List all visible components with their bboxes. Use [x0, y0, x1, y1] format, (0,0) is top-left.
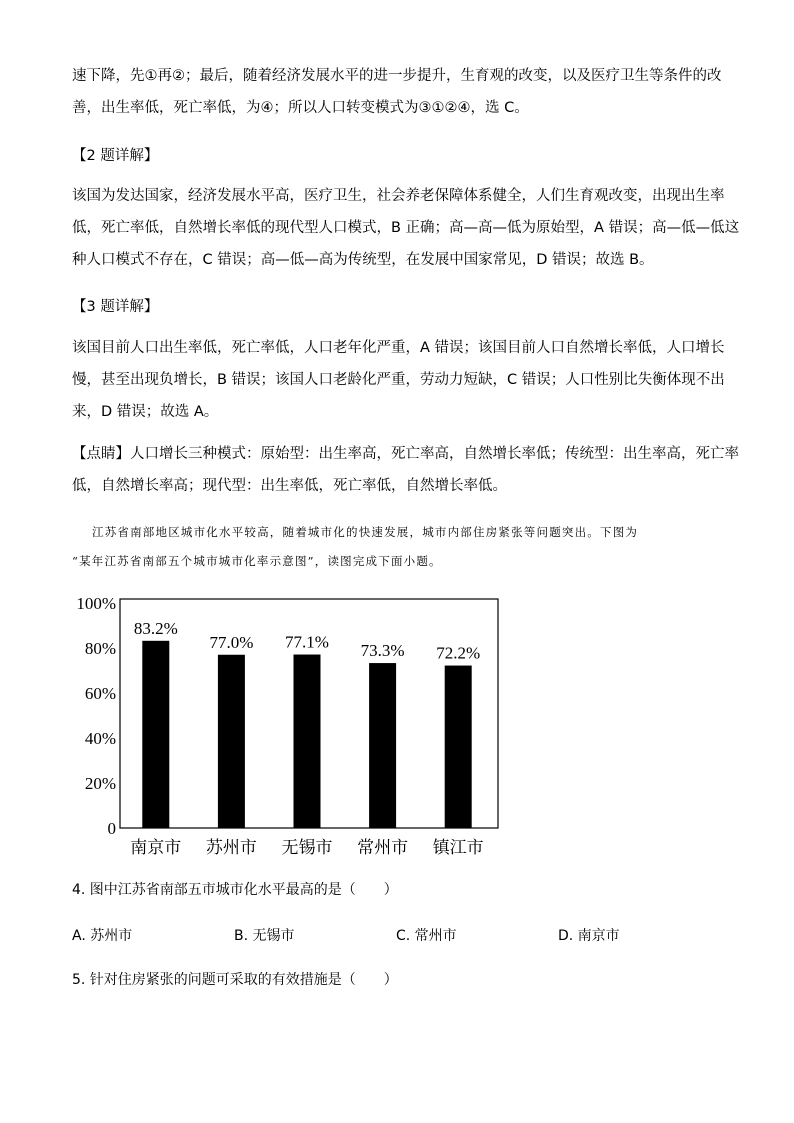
- y-tick-label: 0: [107, 819, 116, 838]
- bar: [294, 655, 321, 828]
- tip-line-2: 低，自然增长率高；现代型：出生率低，死亡率低，自然增长率低。: [72, 478, 507, 494]
- intro-line-1: 江苏省南部地区城市化水平较高，随着城市化的快速发展，城市内部住房紧张等问题突出。下图为: [92, 525, 639, 539]
- question-4-option-c[interactable]: C. 常州市: [396, 928, 457, 944]
- x-category-label: 南京市: [130, 838, 182, 858]
- bar-value-label: 72.2%: [436, 643, 481, 663]
- bar: [218, 655, 245, 828]
- text-line-9: 慢，甚至出现负增长，B 错误；该国人口老龄化严重，劳动力短缺，C 错误；人口性别比失衡体现不出: [72, 372, 725, 388]
- x-category-label: 无锡市: [281, 838, 333, 858]
- bar-value-label: 83.2%: [133, 618, 178, 638]
- x-category-label: 苏州市: [205, 838, 257, 858]
- bar: [369, 663, 396, 828]
- urbanization-bar-chart: [60, 585, 520, 865]
- tip-line-1: 【点睛】人口增长三种模式：原始型：出生率高，死亡率高，自然增长率低；传统型：出生率高，死亡率: [72, 446, 739, 462]
- bar-value-label: 73.3%: [360, 641, 405, 661]
- question-4-option-d[interactable]: D. 南京市: [558, 928, 620, 944]
- question-4-option-a[interactable]: A. 苏州市: [72, 928, 133, 944]
- y-tick-label: 20%: [84, 774, 116, 793]
- y-tick-label: 80%: [84, 639, 116, 658]
- section-heading-q2: 【2 题详解】: [72, 148, 159, 164]
- y-tick-label: 60%: [84, 684, 116, 703]
- bar: [445, 666, 472, 828]
- bar-value-label: 77.0%: [209, 632, 254, 652]
- y-tick-label: 40%: [84, 729, 116, 748]
- text-line-8: 该国目前人口出生率低，死亡率低，人口老年化严重，A 错误；该国目前人口自然增长率低，人口增长: [72, 340, 725, 356]
- intro-line-2: “某年江苏省南部五个城市城市化率示意图”，读图完成下面小题。: [72, 554, 442, 568]
- question-5-stem: 5. 针对住房紧张的问题可采取的有效措施是（ ）: [72, 972, 398, 988]
- bar: [142, 641, 169, 828]
- text-line-4: 该国为发达国家，经济发展水平高，医疗卫生，社会养老保障体系健全，人们生育观改变，出现出生率: [72, 188, 725, 204]
- bar-value-label: 77.1%: [285, 632, 329, 652]
- text-line-5: 低，死亡率低，自然增长率低的现代型人口模式，B 正确；高—高—低为原始型，A 错误；高—低—低这: [72, 220, 740, 236]
- text-line-2: 善，出生率低，死亡率低，为④；所以人口转变模式为③①②④，选 C。: [72, 100, 529, 116]
- section-heading-q3: 【3 题详解】: [72, 299, 159, 315]
- x-category-label: 常州市: [357, 838, 409, 858]
- text-line-6: 种人口模式不存在，C 错误；高—低—高为传统型，在发展中国家常见，D 错误；故选 B。: [72, 252, 654, 268]
- text-line-10: 来，D 错误；故选 A。: [72, 404, 219, 420]
- text-line-1: 速下降，先①再②；最后，随着经济发展水平的进一步提升，生育观的改变，以及医疗卫生等条件的改: [72, 68, 722, 84]
- question-4-option-b[interactable]: B. 无锡市: [234, 928, 295, 944]
- y-tick-label: 100%: [76, 594, 116, 613]
- question-4-stem: 4. 图中江苏省南部五市城市化水平最高的是（ ）: [72, 882, 398, 898]
- x-category-label: 镇江市: [432, 838, 484, 858]
